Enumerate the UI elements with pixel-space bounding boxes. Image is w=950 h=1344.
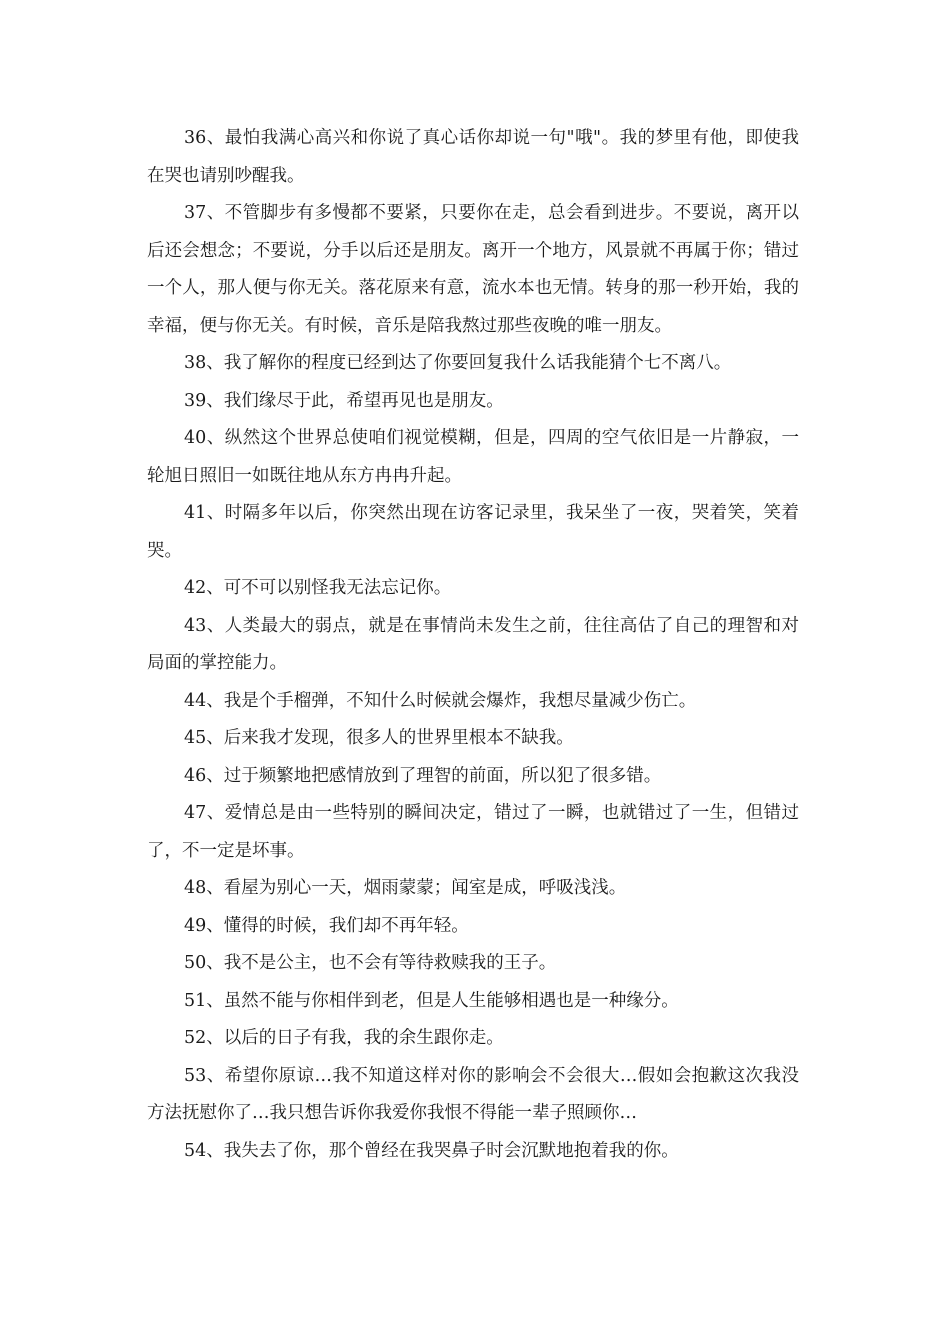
paragraph-46: 46、过于频繁地把感情放到了理智的前面，所以犯了很多错。 bbox=[184, 765, 662, 786]
paragraph-50: 50、我不是公主，也不会有等待救赎我的王子。 bbox=[184, 953, 557, 973]
paragraph-37: 37、不管脚步有多慢都不要紧，只要你在走，总会看到进步。不要说，离开以后还会想念；不要说，分手以后还是朋友。离开一个地方，风景就不再属于你；错过一个人，那人便与你无关。落花原来有意，流水本也无情。转身的那一秒开始，我的幸福，便与你无关。有时候，音乐是陪我熬过那些夜晚的唯一朋友。 bbox=[147, 203, 799, 336]
paragraph-53: 53、希望你原谅…我不知道这样对你的影响会不会很大…假如会抱歉这次我没方法抚慰你了…我只想告诉你我爱你我恨不得能一辈子照顾你… bbox=[147, 1065, 799, 1123]
paragraph-47: 47、爱情总是由一些特别的瞬间决定，错过了一瞬，也就错过了一生，但错过了，不一定是坏事。 bbox=[147, 803, 799, 861]
paragraph-44: 44、我是个手榴弹，不知什么时候就会爆炸，我想尽量减少伤亡。 bbox=[184, 690, 697, 711]
paragraph-36: 36、最怕我满心高兴和你说了真心话你却说一句"哦"。我的梦里有他，即使我在哭也请别吵醒我。 bbox=[147, 128, 799, 186]
paragraph-49: 49、懂得的时候，我们却不再年轻。 bbox=[184, 915, 469, 936]
paragraph-51: 51、虽然不能与你相伴到老，但是人生能够相遇也是一种缘分。 bbox=[184, 990, 679, 1011]
paragraph-41: 41、时隔多年以后，你突然出现在访客记录里，我呆坐了一夜，哭着笑，笑着哭。 bbox=[147, 503, 799, 561]
paragraph-45: 45、后来我才发现，很多人的世界里根本不缺我。 bbox=[184, 728, 574, 748]
paragraph-42: 42、可不可以别怪我无法忘记你。 bbox=[184, 578, 452, 598]
paragraph-38: 38、我了解你的程度已经到达了你要回复我什么话我能猜个七不离八。 bbox=[184, 353, 732, 373]
document-body bbox=[147, 120, 799, 1170]
paragraph-54: 54、我失去了你，那个曾经在我哭鼻子时会沉默地抱着我的你。 bbox=[184, 1140, 679, 1161]
paragraph-39: 39、我们缘尽于此，希望再见也是朋友。 bbox=[184, 390, 504, 411]
paragraph-43: 43、人类最大的弱点，就是在事情尚未发生之前，往往高估了自己的理智和对局面的掌控能力。 bbox=[147, 615, 799, 673]
paragraph-48: 48、看屋为别心一天，烟雨蒙蒙；闻室是成，呼吸浅浅。 bbox=[184, 878, 627, 898]
paragraph-52: 52、以后的日子有我，我的余生跟你走。 bbox=[184, 1028, 504, 1048]
paragraph-40: 40、纵然这个世界总使咱们视觉模糊，但是，四周的空气依旧是一片静寂，一轮旭日照旧一如既往地从东方冉冉升起。 bbox=[147, 428, 799, 486]
